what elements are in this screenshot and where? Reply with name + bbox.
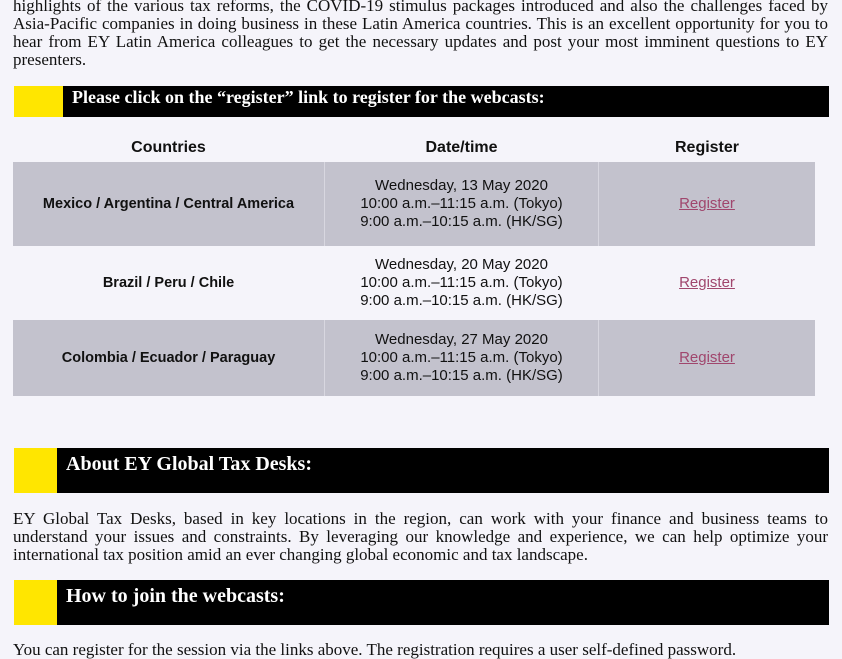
register-cell [599, 320, 815, 396]
table-row [13, 162, 815, 246]
date-text: Wednesday, 13 May 2020 [375, 177, 548, 194]
date-time-cell [324, 320, 599, 396]
header-countries: Countries [131, 139, 206, 156]
join-paragraph: You can register for the session via the links above. The registration requires a user self-defined password. [13, 640, 737, 659]
register-link[interactable]: Register [679, 349, 735, 366]
join-banner [14, 580, 829, 625]
time-hk-text: 9:00 a.m.–10:15 a.m. (HK/SG) [360, 292, 563, 309]
yellow-accent-block [14, 448, 57, 493]
about-banner [14, 448, 829, 493]
date-time-cell [324, 162, 599, 246]
intro-paragraph: highlights of the various tax reforms, the COVID-19 stimulus packages introduced and also the challenges faced by Asia-Pacific companies in doing business in these Latin America countries. This is an excellent opportunity for you to hear from EY Latin America colleagues to get the necessary updates and post your most imminent questions to EY presenters. [13, 0, 828, 69]
countries-cell: Colombia / Ecuador / Paraguay [13, 320, 324, 396]
time-hk-text: 9:00 a.m.–10:15 a.m. (HK/SG) [360, 213, 563, 230]
register-banner [14, 86, 829, 117]
time-tokyo-text: 10:00 a.m.–11:15 a.m. (Tokyo) [360, 274, 563, 291]
table-header-row [13, 138, 815, 162]
register-cell [599, 162, 815, 246]
header-register: Register [674, 139, 740, 156]
join-banner-title: How to join the webcasts: [66, 585, 285, 607]
table-row [13, 246, 815, 320]
yellow-accent-block [14, 580, 57, 625]
register-banner-title: Please click on the “register” link to register for the webcasts: [72, 87, 545, 107]
webcast-schedule-table [13, 138, 815, 396]
about-paragraph: EY Global Tax Desks, based in key locations in the region, can work with your finance and business teams to understand your issues and constraints. By leveraging our knowledge and experience, we can help optimize your international tax position amid an ever changing global economic and tax landscape. [13, 509, 828, 564]
date-time-cell [324, 246, 599, 320]
table-row [13, 320, 815, 396]
register-link[interactable]: Register [679, 274, 735, 291]
date-text: Wednesday, 20 May 2020 [375, 256, 548, 273]
register-cell [599, 246, 815, 320]
about-banner-title: About EY Global Tax Desks: [66, 453, 312, 475]
yellow-accent-block [14, 86, 63, 117]
time-hk-text: 9:00 a.m.–10:15 a.m. (HK/SG) [360, 367, 563, 384]
register-link[interactable]: Register [679, 195, 735, 212]
time-tokyo-text: 10:00 a.m.–11:15 a.m. (Tokyo) [360, 349, 563, 366]
time-tokyo-text: 10:00 a.m.–11:15 a.m. (Tokyo) [360, 195, 563, 212]
countries-cell: Brazil / Peru / Chile [102, 275, 235, 291]
countries-cell: Mexico / Argentina / Central America [13, 162, 324, 246]
date-text: Wednesday, 27 May 2020 [375, 331, 548, 348]
header-date-time: Date/time [425, 139, 498, 156]
